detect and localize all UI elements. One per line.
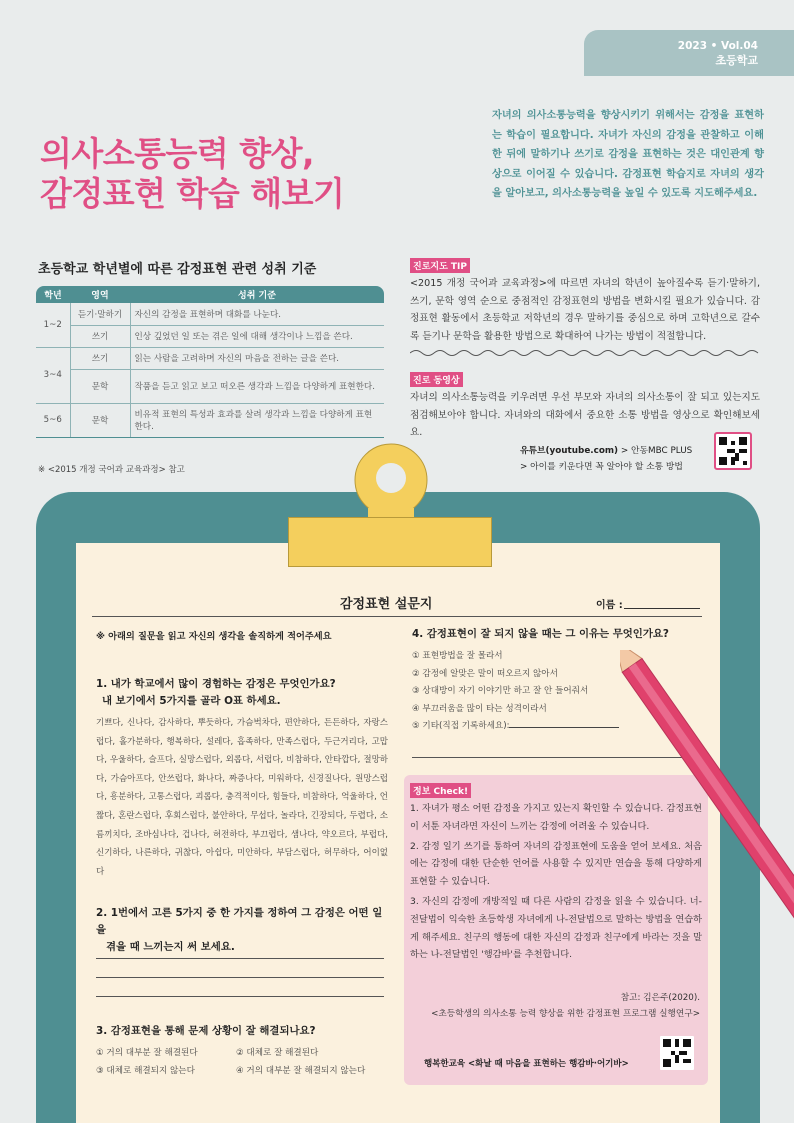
page-title	[40, 134, 470, 214]
qr-code-video[interactable]	[714, 432, 752, 470]
table-row	[36, 403, 384, 437]
title-divider	[92, 616, 702, 617]
name-label: 이름 :	[596, 600, 623, 611]
issue-badge	[584, 30, 794, 76]
question-1-line-2: 내 보기에서 5가지를 골라 O표 하세요.	[102, 695, 281, 707]
standard-cell: 작품을 듣고 읽고 보고 떠오른 생각과 느낌을 다양하게 표현한다.	[130, 369, 384, 403]
q3-option-3[interactable]: ③ 대체로 해결되지 않는다	[96, 1066, 195, 1076]
question-4: 4. 감정표현이 잘 되지 않을 때는 그 이유는 무엇인가요?	[412, 628, 669, 640]
standards-table	[36, 286, 384, 438]
intro-text: 자녀의 의사소통능력을 향상시키기 위해서는 감정을 표현하는 학습이 필요합니다. 자녀가 자신의 감정을 관찰하고 이해한 뒤에 말하기나 쓰기로 감정을 표현하는 것은 대인관계 향상으로 이어질 수 있습니다. 감정표현 학습지로 자녀의 생각을 알아보고, 의사소통능력을 높일 수 있도록 지도해주세요.	[492, 110, 764, 199]
standard-cell: 비유적 표현의 특성과 효과를 살려 생각과 느낌을 다양하게 표현한다.	[130, 403, 384, 437]
grade-cell: 5~6	[36, 403, 70, 437]
q4-option-3[interactable]: ③ 상대방이 자기 이야기만 하고 잘 안 들어줘서	[412, 686, 589, 696]
question-2-line-2: 겪을 때 느끼는지 써 보세요.	[106, 941, 235, 953]
header-area: 영역	[70, 286, 130, 303]
grade-cell: 1~2	[36, 303, 70, 347]
survey-title: 감정표현 설문지	[340, 597, 433, 612]
video-label: 진로 동영상	[410, 372, 463, 387]
video-source[interactable]	[520, 444, 705, 475]
qr-code-check[interactable]	[658, 1034, 696, 1072]
q3-option-1[interactable]: ① 거의 대부분 잘 해결된다	[96, 1048, 198, 1058]
video-link[interactable]: > 아이를 키운다면 꼭 알아야 할 소통 방법	[520, 461, 683, 472]
reference-line-2: <초등학생의 의사소통 능력 향상을 위한 감정표현 프로그램 실행연구>	[431, 1009, 700, 1019]
q4-options	[412, 648, 622, 736]
q4-option-5[interactable]: ⑤ 기타(직접 기록하세요):	[412, 721, 510, 731]
area-cell: 문학	[70, 369, 130, 403]
q4-option-1[interactable]: ① 표현방법을 잘 몰라서	[412, 651, 503, 661]
reference-line-1: 참고: 김은주(2020).	[620, 993, 700, 1003]
wave-divider	[410, 348, 760, 358]
check-item-3: 3. 자신의 감정에 개방적일 때 다른 사람의 감정을 읽을 수 있습니다. 너-전달법이 익숙한 초등학생 자녀에게 나-전달법으로 말하는 방법을 연습하게 해주세요. 친구의 행동에 대한 자신의 감정과 친구에게 바라는 것을 말하는 나-전달법인 '행감바'를 추천합니다.	[410, 895, 702, 961]
standards-note: ※ <2015 개정 국어과 교육과정> 참고	[38, 465, 185, 475]
emotion-word-list[interactable]: 기쁘다, 신나다, 감사하다, 뿌듯하다, 가슴벅차다, 편안하다, 든든하다, 자랑스럽다, 홀가분하다, 행복하다, 설레다, 흡족하다, 만족스럽다, 두근거리다, 고맙다, 우울하다, 슬프다, 실망스럽다, 외롭다, 서럽다, 비참하다, 안타깝다, 절망하다, 가슴아프다, 안쓰럽다, 화나다, 짜증나다, 미워하다, 신경질나다, 원망스럽다, 흥분하다, 고통스럽다, 괴롭다, 충격적이다, 힘들다, 비참하다, 억울하다, 언짢다, 혼란스럽다, 후회스럽다, 불안하다, 무섭다, 놀라다, 긴장되다, 두렵다, 소름끼치다, 조바심나다, 겁나다, 허전하다, 부끄럽다, 샘나다, 약오르다, 부럽다, 신기하다, 나른하다, 귀찮다, 아쉽다, 미안하다, 부담스럽다, 허무하다, 어이없다	[96, 718, 388, 877]
question-2-line-1: 2. 1번에서 고른 5가지 중 한 가지를 정하여 그 감정은 어떤 일을	[96, 907, 383, 936]
standard-cell: 읽는 사람을 고려하며 자신의 마음을 전하는 글을 쓴다.	[130, 347, 384, 369]
standard-cell: 인상 깊었던 일 또는 겪은 일에 대해 생각이나 느낌을 쓴다.	[130, 325, 384, 347]
standard-cell: 자신의 감정을 표현하며 대화를 나눈다.	[130, 303, 384, 325]
video-source-name: 유튜브(youtube.com)	[520, 446, 619, 456]
q3-option-2[interactable]: ② 대체로 잘 해결된다	[236, 1048, 319, 1058]
question-1	[96, 676, 386, 710]
header-standard: 성취 기준	[130, 286, 384, 303]
video-channel: > 안동MBC PLUS	[618, 446, 693, 456]
video-text: 자녀의 의사소통능력을 키우려면 우선 부모와 자녀의 의사소통이 잘 되고 있는지도 점검해보아야 합니다. 자녀와의 대화에서 중요한 소통 방법을 영상으로 확인해보세요.	[410, 392, 760, 439]
tip-text: <2015 개정 국어과 교육과정>에 따르면 자녀의 학년이 높아질수록 듣기·말하기, 쓰기, 문학 영역 순으로 중점적인 감정표현의 방법을 변화시킬 필요가 있습니다. 감정표현 활동에서 초등학교 저학년의 경우 말하기를 중심으로 하며 고학년으로 갈수록 듣기나 문학을 활용한 방법으로 확대하여 나가는 방법이 적절합니다.	[410, 278, 760, 343]
header-grade: 학년	[36, 286, 70, 303]
answer-line[interactable]	[96, 977, 384, 978]
q4-other-field[interactable]	[509, 727, 619, 728]
title-line-1: 의사소통능력 향상,	[40, 134, 315, 173]
question-2	[96, 905, 388, 956]
table-row	[36, 369, 384, 403]
tip-label: 진로지도 TIP	[410, 258, 470, 273]
area-cell: 문학	[70, 403, 130, 437]
video-section	[410, 368, 760, 442]
q4-option-4[interactable]: ④ 부끄러움을 많이 타는 성격이라서	[412, 703, 547, 714]
answer-line[interactable]	[96, 958, 384, 959]
tip-section	[410, 254, 760, 346]
pencil-icon	[620, 650, 794, 980]
happy-education-link[interactable]: 행복한교육 <화날 때 마음을 표현하는 행감바·어기바>	[424, 1059, 629, 1069]
area-cell: 듣기·말하기	[70, 303, 130, 325]
answer-line[interactable]	[96, 996, 384, 997]
table-row	[36, 303, 384, 325]
standards-title: 초등학교 학년별에 따른 감정표현 관련 성취 기준	[38, 262, 317, 277]
check-label: 정보 Check!	[410, 783, 471, 798]
survey-instruction: ※ 아래의 질문을 읽고 자신의 생각을 솔직하게 적어주세요	[96, 631, 332, 642]
question-3: 3. 감정표현을 통해 문제 상황이 잘 해결되나요?	[96, 1025, 316, 1037]
q3-option-4[interactable]: ④ 거의 대부분 잘 해결되지 않는다	[236, 1066, 366, 1076]
table-row	[36, 347, 384, 369]
table-row	[36, 325, 384, 347]
issue-number: 2023 • Vol.04	[677, 40, 758, 52]
area-cell: 쓰기	[70, 325, 130, 347]
q4-option-2[interactable]: ② 감정에 알맞은 말이 떠오르지 않아서	[412, 668, 558, 679]
check-item-2: 2. 감정 일기 쓰기를 통하여 자녀의 감정표현에 도움을 얻어 보세요. 처음에는 감정에 대한 단순한 언어를 사용할 수 있지만 연습을 통해 다양하게 표현할 수 있습니다.	[410, 840, 702, 888]
question-1-line-1: 1. 내가 학교에서 많이 경험하는 감정은 무엇인가요?	[96, 678, 336, 690]
qr-code-icon	[719, 437, 747, 465]
table-header-row	[36, 286, 384, 303]
title-line-2: 감정표현 학습 해보기	[40, 174, 345, 213]
grade-cell: 3~4	[36, 347, 70, 403]
name-field[interactable]	[624, 608, 700, 609]
clip-bar	[288, 517, 492, 567]
reference	[414, 990, 700, 1022]
clip-ring-icon	[346, 438, 436, 528]
section-name: 초등학교	[715, 54, 758, 67]
qr-code-icon	[663, 1039, 691, 1067]
area-cell: 쓰기	[70, 347, 130, 369]
check-item-1: 1. 자녀가 평소 어떤 감정을 가지고 있는지 확인할 수 있습니다. 감정표현이 서툰 자녀라면 자신이 느끼는 감정에 어려울 수 있습니다.	[410, 803, 702, 832]
